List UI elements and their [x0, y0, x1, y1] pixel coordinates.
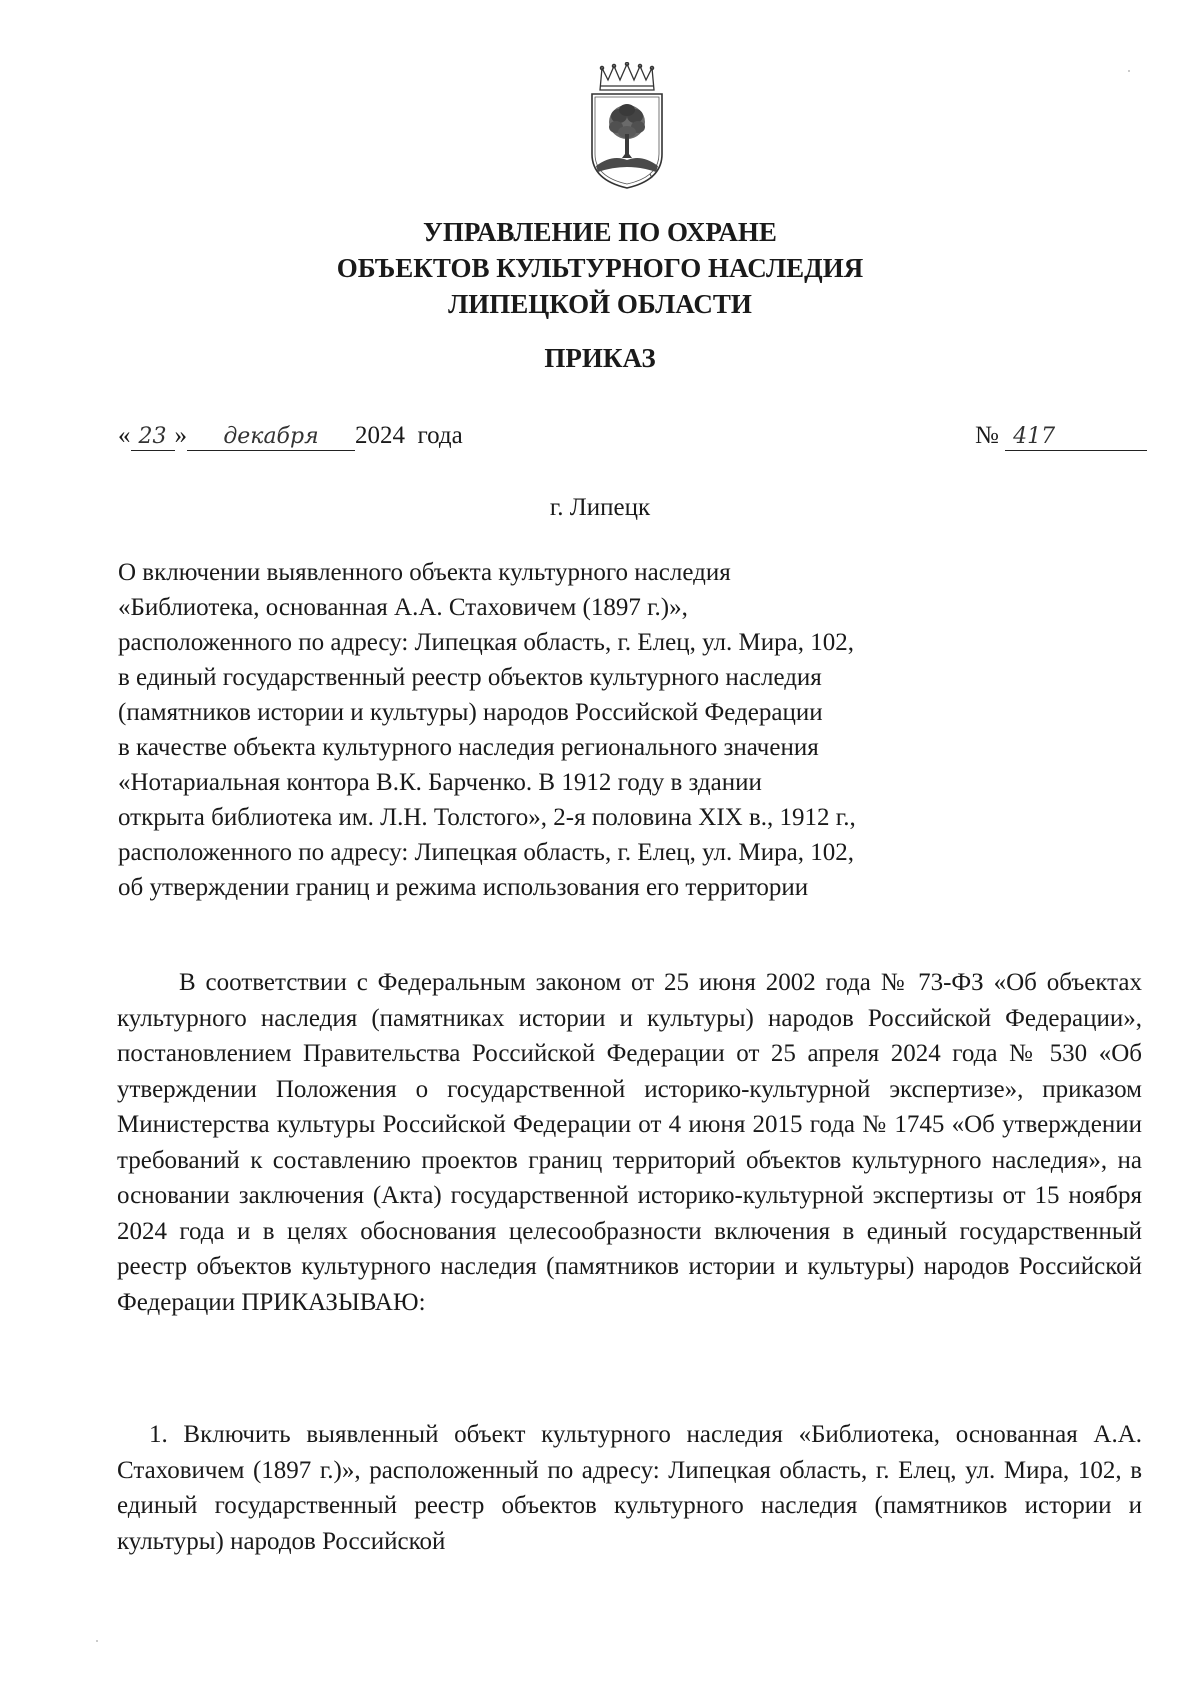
- order-date: [118, 418, 463, 454]
- order-number: [975, 418, 1147, 454]
- scan-speck: [1128, 70, 1130, 72]
- subject-line: расположенного по адресу: Липецкая область, г. Елец, ул. Мира, 102,: [118, 839, 854, 866]
- order-subject: [118, 555, 998, 905]
- authority-line-3: ЛИПЕЦКОЙ ОБЛАСТИ: [448, 289, 752, 319]
- authority-name: [0, 214, 1200, 322]
- subject-line: «Библиотека, основанная А.А. Стаховичем (1897 г.)»,: [118, 594, 688, 621]
- city: г. Липецк: [549, 494, 651, 521]
- subject-line: об утверждении границ и режима использования его территории: [118, 874, 809, 901]
- date-close-quote: »: [174, 422, 187, 449]
- order-item-1: 1. Включить выявленный объект культурного наследия «Библиотека, основанная А.А. Стаховичем (1897 г.)», расположенный по адресу: Липецкая область, г. Елец, ул. Мира, 102, в единый государственный реестр объектов культурного наследия (памятников истории и культуры) народов Российской: [117, 1421, 1142, 1555]
- date-year: 2024: [355, 422, 405, 449]
- subject-line: О включении выявленного объекта культурного наследия: [118, 559, 731, 586]
- authority-line-2: ОБЪЕКТОВ КУЛЬТУРНОГО НАСЛЕДИЯ: [336, 253, 864, 283]
- scan-speck: [96, 1640, 98, 1642]
- document-type: ПРИКАЗ: [544, 343, 656, 373]
- subject-line: в качестве объекта культурного наследия регионального значения: [118, 734, 819, 761]
- subject-line: (памятников истории и культуры) народов Российской Федерации: [118, 699, 823, 726]
- authority-line-1: УПРАВЛЕНИЕ ПО ОХРАНЕ: [423, 217, 777, 247]
- number-value: 417: [1005, 424, 1147, 451]
- subject-line: открыта библиотека им. Л.Н. Толстого», 2-я половина XIX в., 1912 г.,: [118, 804, 856, 831]
- subject-line: «Нотариальная контора В.К. Барченко. В 1912 году в здании: [118, 769, 762, 796]
- date-open-quote: «: [118, 422, 131, 449]
- date-month: декабря: [187, 424, 355, 451]
- date-day: 23: [131, 424, 175, 451]
- subject-line: в единый государственный реестр объектов культурного наследия: [118, 664, 822, 691]
- preamble-paragraph: В соответствии с Федеральным законом от 25 июня 2002 года № 73-ФЗ «Об объектах культурного наследия (памятниках истории и культуры) народов Российской Федерации», постановлением Правительства Российской Федерации от 25 апреля 2024 года № 530 «Об утверждении Положения о государственной историко-культурной экспертизе», приказом Министерства культуры Российской Федерации от 4 июня 2015 года № 1745 «Об утверждении требований к составлению проектов границ территорий объектов культурного наследия», на основании заключения (Акта) государственной историко-культурной экспертизы от 15 ноября 2024 года и в целях обоснования целесообразности включения в единый государственный реестр объектов культурного наследия (памятников истории и культуры) народов Российской Федерации ПРИКАЗЫВАЮ:: [117, 969, 1142, 1316]
- coat-of-arms-icon: [586, 62, 668, 192]
- date-suffix: года: [417, 422, 463, 449]
- subject-line: расположенного по адресу: Липецкая область, г. Елец, ул. Мира, 102,: [118, 629, 854, 656]
- number-label: №: [975, 422, 999, 449]
